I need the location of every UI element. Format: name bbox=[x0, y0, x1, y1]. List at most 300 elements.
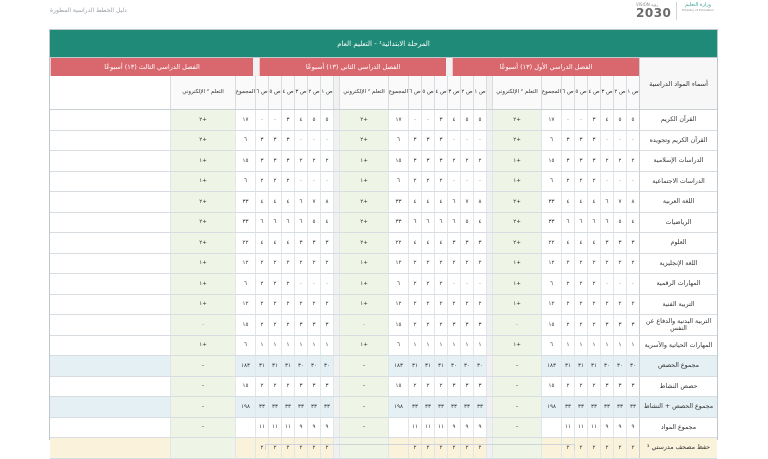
grade-cell: ٣٣ bbox=[613, 397, 626, 417]
grade-cell: ٠ bbox=[561, 110, 574, 130]
total-cell: ٣٣ bbox=[541, 192, 561, 212]
grade-cell: ١ bbox=[561, 336, 574, 356]
total-header: المجموع bbox=[235, 76, 255, 109]
grade-cell: ٣٣ bbox=[255, 397, 268, 417]
grade-cell: ٢ bbox=[421, 254, 434, 274]
grade-cell: ٣ bbox=[408, 131, 421, 151]
grade-cell: ٢ bbox=[600, 151, 613, 171]
grade-cell: ٥ bbox=[473, 110, 486, 130]
grade-cell: ٤ bbox=[255, 192, 268, 212]
grade-cell: ٣ bbox=[613, 315, 626, 335]
grade-cell: ٣٣ bbox=[460, 397, 473, 417]
table-row bbox=[50, 192, 717, 213]
footer-box bbox=[265, 444, 575, 450]
vision-small-label: VISION رؤية bbox=[636, 2, 659, 7]
term-gap bbox=[486, 172, 492, 192]
grade-cell: ٩ bbox=[320, 418, 333, 438]
grade-cell: ٠ bbox=[600, 172, 613, 192]
total-cell: ١٧ bbox=[235, 110, 255, 130]
subject-name: التربية البدنية والدفاع عن النفس bbox=[639, 315, 717, 335]
grade-cell: ٣٠ bbox=[473, 356, 486, 376]
grade-cell: ٣٣ bbox=[434, 397, 447, 417]
total-cell: ٦ bbox=[541, 172, 561, 192]
grade-cell: ٢ bbox=[574, 315, 587, 335]
grade-cell: ٢ bbox=[460, 295, 473, 315]
total-cell: ١٥ bbox=[388, 377, 408, 397]
elearning-cell: +٢ bbox=[492, 233, 541, 253]
subject-name: مجموع الحصص bbox=[639, 356, 717, 376]
grade-cell: ٦ bbox=[408, 213, 421, 233]
grade-cell: ٢ bbox=[421, 274, 434, 294]
grade-cell: ٤ bbox=[268, 192, 281, 212]
grade-cell: ٢ bbox=[587, 254, 600, 274]
grade-cell: ٢ bbox=[613, 151, 626, 171]
grade-cell: ٤ bbox=[600, 110, 613, 130]
grade-cell: ٢ bbox=[421, 172, 434, 192]
table-body bbox=[50, 110, 717, 459]
grade-cell: ٦ bbox=[434, 213, 447, 233]
grade-cell: ٢ bbox=[626, 438, 639, 458]
grade-cell: ٢ bbox=[434, 254, 447, 274]
total-cell bbox=[541, 418, 561, 438]
elearning-cell: +١ bbox=[492, 336, 541, 356]
grade-cell: ٣ bbox=[561, 151, 574, 171]
grade-cell: ٢ bbox=[268, 438, 281, 458]
grade-cell: ٢ bbox=[408, 438, 421, 458]
total-cell: ٦ bbox=[388, 131, 408, 151]
grade-cell: ٤ bbox=[294, 110, 307, 130]
grade-cell: ٠ bbox=[294, 131, 307, 151]
grade-cell: ٢ bbox=[574, 172, 587, 192]
grade-cell: ٢ bbox=[473, 438, 486, 458]
elearning-cell: +١ bbox=[492, 295, 541, 315]
term-gap bbox=[333, 233, 339, 253]
total-cell: ٦ bbox=[388, 172, 408, 192]
elearning-cell: +٢ bbox=[339, 131, 388, 151]
grade-cell: ٢ bbox=[447, 438, 460, 458]
grade-cell: ٢ bbox=[434, 377, 447, 397]
grade-cell: ٠ bbox=[626, 131, 639, 151]
grade-cell: ٣ bbox=[561, 131, 574, 151]
total-cell: ١٥ bbox=[541, 151, 561, 171]
grade-cell: ٣ bbox=[587, 151, 600, 171]
grade-header: ص ٦ bbox=[561, 76, 574, 109]
grade-header: ص ٢ bbox=[460, 76, 473, 109]
term-gap bbox=[486, 397, 492, 417]
grade-cell: ٢ bbox=[268, 377, 281, 397]
grade-cell: ٣ bbox=[281, 110, 294, 130]
grade-cell: ٠ bbox=[447, 274, 460, 294]
subject-name: مجموع الحصص + النشاط bbox=[639, 397, 717, 417]
grade-cell: ٦ bbox=[447, 213, 460, 233]
grade-cell: ٣ bbox=[421, 151, 434, 171]
total-cell: ٦ bbox=[235, 274, 255, 294]
elearning-cell: +٢ bbox=[492, 192, 541, 212]
grade-cell: ٠ bbox=[600, 131, 613, 151]
grade-cell: ٥ bbox=[613, 213, 626, 233]
grade-cell: ٣٠ bbox=[447, 356, 460, 376]
grade-cell: ٣ bbox=[460, 315, 473, 335]
grade-cell: ٣٣ bbox=[408, 397, 421, 417]
grade-cell: ٣ bbox=[600, 377, 613, 397]
grade-header: ص ٥ bbox=[268, 76, 281, 109]
elearning-header: التعلم ² الإلكتروني bbox=[339, 76, 388, 109]
grade-cell: ٢ bbox=[408, 315, 421, 335]
study-plan-table bbox=[49, 29, 718, 452]
subject-name: القرآن الكريم وتجويده bbox=[639, 131, 717, 151]
grade-cell: ٢ bbox=[408, 377, 421, 397]
subject-name: القرآن الكريم bbox=[639, 110, 717, 130]
grade-cell: ٢ bbox=[281, 254, 294, 274]
grade-cell: ٠ bbox=[574, 110, 587, 130]
grade-header: ص ٣ bbox=[294, 76, 307, 109]
grade-cell: ٥ bbox=[320, 110, 333, 130]
ministry-logo bbox=[680, 2, 716, 22]
elearning-cell: – bbox=[170, 377, 235, 397]
term-gap bbox=[333, 295, 339, 315]
subject-name: حفظ مصحف مدرستي ³ bbox=[639, 438, 717, 458]
grade-cell: ٢ bbox=[447, 254, 460, 274]
grade-cell: ٠ bbox=[307, 131, 320, 151]
grade-cell: ٣ bbox=[600, 315, 613, 335]
grade-cell: ٩ bbox=[307, 418, 320, 438]
grade-cell: ٣٣ bbox=[421, 397, 434, 417]
total-cell: ١٢ bbox=[388, 254, 408, 274]
grade-cell: ٣ bbox=[473, 377, 486, 397]
grade-cell: ٣٣ bbox=[320, 397, 333, 417]
subject-name: الدراسات الاجتماعية bbox=[639, 172, 717, 192]
grade-cell: ٣٠ bbox=[294, 356, 307, 376]
total-cell bbox=[235, 438, 255, 458]
elearning-cell: +١ bbox=[170, 151, 235, 171]
grade-cell: ٣٣ bbox=[561, 397, 574, 417]
grade-cell: ١ bbox=[447, 336, 460, 356]
grade-cell: ٣ bbox=[320, 233, 333, 253]
grade-cell: ٣٣ bbox=[587, 397, 600, 417]
elearning-cell: +٢ bbox=[492, 131, 541, 151]
grade-cell: ٢ bbox=[408, 172, 421, 192]
grade-cell: ٢ bbox=[320, 254, 333, 274]
grade-cell: ١١ bbox=[587, 418, 600, 438]
grade-cell: ٦ bbox=[561, 213, 574, 233]
term-gap bbox=[486, 315, 492, 335]
grade-cell: ٢ bbox=[587, 377, 600, 397]
grade-cell: ٢ bbox=[294, 151, 307, 171]
total-cell: ٢٢ bbox=[235, 233, 255, 253]
grade-cell: ٣٠ bbox=[307, 356, 320, 376]
grade-cell: ٢ bbox=[574, 438, 587, 458]
grade-cell: ٩ bbox=[294, 418, 307, 438]
grade-cell: ١ bbox=[281, 336, 294, 356]
subject-name: اللغة الإنجليزية bbox=[639, 254, 717, 274]
table-row bbox=[50, 151, 717, 172]
elearning-cell: ٠ bbox=[339, 315, 388, 335]
grade-cell: ٣ bbox=[574, 131, 587, 151]
grade-cell: ٢ bbox=[320, 295, 333, 315]
total-cell: ٦ bbox=[235, 131, 255, 151]
grade-cell: ٢ bbox=[561, 377, 574, 397]
grade-cell: ١ bbox=[613, 336, 626, 356]
grade-cell: ٣ bbox=[307, 233, 320, 253]
grade-cell: ٥ bbox=[307, 110, 320, 130]
term-gap bbox=[333, 418, 339, 438]
subject-header: أسماء المواد الدراسية bbox=[639, 58, 717, 109]
grade-cell: ٠ bbox=[460, 172, 473, 192]
elearning-cell: +٢ bbox=[170, 233, 235, 253]
grade-cell: ٣ bbox=[434, 110, 447, 130]
grade-cell: ٢ bbox=[434, 315, 447, 335]
grade-header: ص ١ bbox=[320, 76, 333, 109]
grade-cell: ٣ bbox=[268, 151, 281, 171]
grade-cell: ٠ bbox=[613, 172, 626, 192]
grade-cell: ٣ bbox=[587, 131, 600, 151]
grade-cell: ٢ bbox=[255, 254, 268, 274]
total-cell: ١٧ bbox=[541, 110, 561, 130]
grade-cell: ٣ bbox=[447, 377, 460, 397]
elearning-cell: – bbox=[170, 397, 235, 417]
elearning-cell: +١ bbox=[492, 151, 541, 171]
grade-cell: ٠ bbox=[268, 110, 281, 130]
grade-cell: ٢ bbox=[460, 151, 473, 171]
grade-cell: ٢ bbox=[561, 438, 574, 458]
total-cell: ١٩٨ bbox=[388, 397, 408, 417]
grade-cell: ٢ bbox=[447, 295, 460, 315]
grade-cell: ٣ bbox=[613, 233, 626, 253]
total-cell: ١٨٣ bbox=[235, 356, 255, 376]
grade-cell: ٢ bbox=[408, 295, 421, 315]
grade-cell: ٠ bbox=[613, 274, 626, 294]
grade-cell: ٢ bbox=[561, 315, 574, 335]
grade-cell: ١ bbox=[587, 336, 600, 356]
elearning-cell: ٠ bbox=[170, 315, 235, 335]
elearning-cell: +١ bbox=[339, 295, 388, 315]
grade-cell: ٨ bbox=[473, 192, 486, 212]
grade-cell: ٤ bbox=[434, 233, 447, 253]
total-header: المجموع bbox=[388, 76, 408, 109]
grade-cell: ٢ bbox=[281, 172, 294, 192]
total-cell bbox=[388, 418, 408, 438]
grade-cell: ٩ bbox=[447, 418, 460, 438]
grade-header: ص ٤ bbox=[434, 76, 447, 109]
grade-cell: ٧ bbox=[460, 192, 473, 212]
grade-cell: ٢ bbox=[268, 295, 281, 315]
total-cell: ١٥ bbox=[235, 151, 255, 171]
table-row bbox=[50, 377, 717, 398]
grade-cell: ٣٠ bbox=[460, 356, 473, 376]
grade-cell: ١ bbox=[255, 336, 268, 356]
grade-cell: ٢ bbox=[574, 274, 587, 294]
grade-cell: ٢ bbox=[626, 295, 639, 315]
subject-name: حصص النشاط bbox=[639, 377, 717, 397]
grade-cell: ٣ bbox=[460, 233, 473, 253]
grade-cell: ٣ bbox=[626, 233, 639, 253]
grade-cell: ٣ bbox=[574, 151, 587, 171]
grade-cell: ٠ bbox=[255, 110, 268, 130]
elearning-cell: +١ bbox=[492, 274, 541, 294]
total-cell: ٦ bbox=[541, 131, 561, 151]
grade-cell: ٢ bbox=[587, 438, 600, 458]
grade-cell: ٢ bbox=[294, 254, 307, 274]
grade-cell: ٣ bbox=[255, 151, 268, 171]
grade-cell: ٢ bbox=[447, 151, 460, 171]
table-row bbox=[50, 356, 717, 377]
grade-cell: ٢ bbox=[460, 438, 473, 458]
grade-cell: ٣٠ bbox=[613, 356, 626, 376]
grade-cell: ٣ bbox=[600, 233, 613, 253]
grade-cell: ٠ bbox=[460, 274, 473, 294]
term-2-header: الفصل الدراسي الثاني (١٣) أسبوعًا bbox=[259, 58, 446, 76]
grade-cell: ٢ bbox=[434, 438, 447, 458]
grade-cell: ٤ bbox=[574, 233, 587, 253]
grade-cell: ٣ bbox=[447, 315, 460, 335]
term-gap bbox=[333, 356, 339, 376]
grade-cell: ٣ bbox=[294, 233, 307, 253]
grade-cell: ٠ bbox=[294, 172, 307, 192]
grade-cell: ٨ bbox=[626, 192, 639, 212]
grade-cell: ٤ bbox=[587, 192, 600, 212]
grade-cell: ٠ bbox=[320, 131, 333, 151]
total-cell: ١٥ bbox=[388, 315, 408, 335]
elearning-cell: – bbox=[170, 356, 235, 376]
vision-2030-logo bbox=[636, 2, 670, 20]
grade-cell: ٤ bbox=[434, 192, 447, 212]
grade-cell: ١١ bbox=[434, 418, 447, 438]
grade-cell: ١١ bbox=[561, 418, 574, 438]
subject-name: الرياضيات bbox=[639, 213, 717, 233]
grade-cell: ٨ bbox=[320, 192, 333, 212]
elearning-header: التعلم ² الإلكتروني bbox=[492, 76, 541, 109]
grade-cell: ٣ bbox=[294, 315, 307, 335]
total-cell: ١٢ bbox=[235, 295, 255, 315]
grade-cell: ٢ bbox=[255, 295, 268, 315]
grade-cell: ٣ bbox=[473, 315, 486, 335]
table-row bbox=[50, 295, 717, 316]
grade-header: ص ٥ bbox=[421, 76, 434, 109]
grade-cell: ٤ bbox=[561, 233, 574, 253]
grade-cell: ٠ bbox=[294, 274, 307, 294]
total-cell: ١٥ bbox=[541, 315, 561, 335]
table-row bbox=[50, 213, 717, 234]
grade-cell: ٠ bbox=[447, 172, 460, 192]
grade-cell: ١١ bbox=[281, 418, 294, 438]
elearning-cell bbox=[170, 438, 235, 458]
grade-header: ص ١ bbox=[473, 76, 486, 109]
ministry-name: وزارة التعليم bbox=[684, 2, 712, 8]
grade-header: ص ٦ bbox=[408, 76, 421, 109]
grade-cell: ٣ bbox=[587, 110, 600, 130]
grade-cell: ٣٣ bbox=[473, 397, 486, 417]
subject-name: الدراسات الإسلامية bbox=[639, 151, 717, 171]
grade-cell: ٢ bbox=[473, 151, 486, 171]
grade-cell: ٣ bbox=[320, 377, 333, 397]
grade-cell: ٣٣ bbox=[281, 397, 294, 417]
term-gap bbox=[253, 58, 259, 76]
grade-cell: ١ bbox=[473, 336, 486, 356]
grade-cell: ١ bbox=[408, 336, 421, 356]
grade-cell: ١ bbox=[421, 336, 434, 356]
elearning-cell: +٢ bbox=[170, 213, 235, 233]
grade-cell: ٩ bbox=[613, 418, 626, 438]
grade-cell: ٤ bbox=[421, 233, 434, 253]
grade-cell: ٢ bbox=[587, 295, 600, 315]
term-gap bbox=[486, 151, 492, 171]
elearning-cell: +١ bbox=[170, 274, 235, 294]
grade-cell: ٢ bbox=[613, 295, 626, 315]
term-gap bbox=[486, 131, 492, 151]
grade-cell: ١ bbox=[574, 336, 587, 356]
grade-cell: ٤ bbox=[255, 233, 268, 253]
grade-cell: ٣ bbox=[434, 131, 447, 151]
logo-divider bbox=[676, 2, 677, 20]
grade-cell: ٦ bbox=[255, 213, 268, 233]
grade-cell: ٢ bbox=[320, 438, 333, 458]
grade-header: ص ٤ bbox=[281, 76, 294, 109]
grade-header: ص ٣ bbox=[600, 76, 613, 109]
term-gap bbox=[446, 58, 452, 76]
grade-cell: ٤ bbox=[473, 213, 486, 233]
grade-cell: ٤ bbox=[281, 233, 294, 253]
elearning-cell: – bbox=[492, 377, 541, 397]
grade-cell: ٢ bbox=[268, 274, 281, 294]
term-gap bbox=[333, 76, 339, 109]
grade-cell: ٣٣ bbox=[447, 397, 460, 417]
grade-cell: ٤ bbox=[447, 110, 460, 130]
grade-cell: ٠ bbox=[460, 131, 473, 151]
table-row bbox=[50, 397, 717, 418]
grade-cell: ٣ bbox=[281, 131, 294, 151]
grade-cell: ٢ bbox=[421, 438, 434, 458]
term-gap bbox=[486, 233, 492, 253]
table-title: المرحلة الابتدائية¹ - التعليم العام bbox=[50, 30, 717, 58]
ministry-sub: Ministry of Education bbox=[682, 8, 714, 12]
grade-cell: ٢ bbox=[587, 172, 600, 192]
term-gap bbox=[486, 76, 492, 109]
grade-cell: ٢ bbox=[434, 274, 447, 294]
grade-cell: ٣١ bbox=[281, 356, 294, 376]
term-gap bbox=[333, 336, 339, 356]
grade-cell: ٢ bbox=[473, 254, 486, 274]
total-cell: ٦ bbox=[541, 274, 561, 294]
grade-cell: ٣ bbox=[281, 151, 294, 171]
term-3-header: الفصل الدراسي الثالث (١٣) أسبوعًا bbox=[50, 58, 253, 76]
grade-cell: ٢ bbox=[307, 151, 320, 171]
grade-cell: ٤ bbox=[574, 192, 587, 212]
table-row bbox=[50, 418, 717, 439]
elearning-cell: +١ bbox=[170, 295, 235, 315]
guide-title: دليل الخطط الدراسية المطورة bbox=[50, 7, 127, 14]
term-gap bbox=[333, 254, 339, 274]
elearning-cell: +١ bbox=[170, 172, 235, 192]
grade-cell: ٣٣ bbox=[307, 397, 320, 417]
grade-cell: ٣١ bbox=[561, 356, 574, 376]
grade-cell: ٢ bbox=[613, 254, 626, 274]
grade-cell: ٤ bbox=[320, 213, 333, 233]
grade-header: ص ٢ bbox=[307, 76, 320, 109]
grade-cell: ٢ bbox=[421, 295, 434, 315]
term-gap bbox=[486, 213, 492, 233]
elearning-cell: +١ bbox=[339, 254, 388, 274]
grade-cell: ٢ bbox=[255, 172, 268, 192]
grade-cell: ٥ bbox=[613, 110, 626, 130]
grade-cell: ٢ bbox=[255, 377, 268, 397]
term-header-row bbox=[50, 58, 717, 76]
grade-cell: ٢ bbox=[255, 438, 268, 458]
elearning-cell: – bbox=[492, 397, 541, 417]
grade-cell: ٢ bbox=[281, 438, 294, 458]
grade-cell: ٢ bbox=[613, 438, 626, 458]
grade-cell: ٢ bbox=[473, 295, 486, 315]
total-cell: ٢٢ bbox=[388, 233, 408, 253]
